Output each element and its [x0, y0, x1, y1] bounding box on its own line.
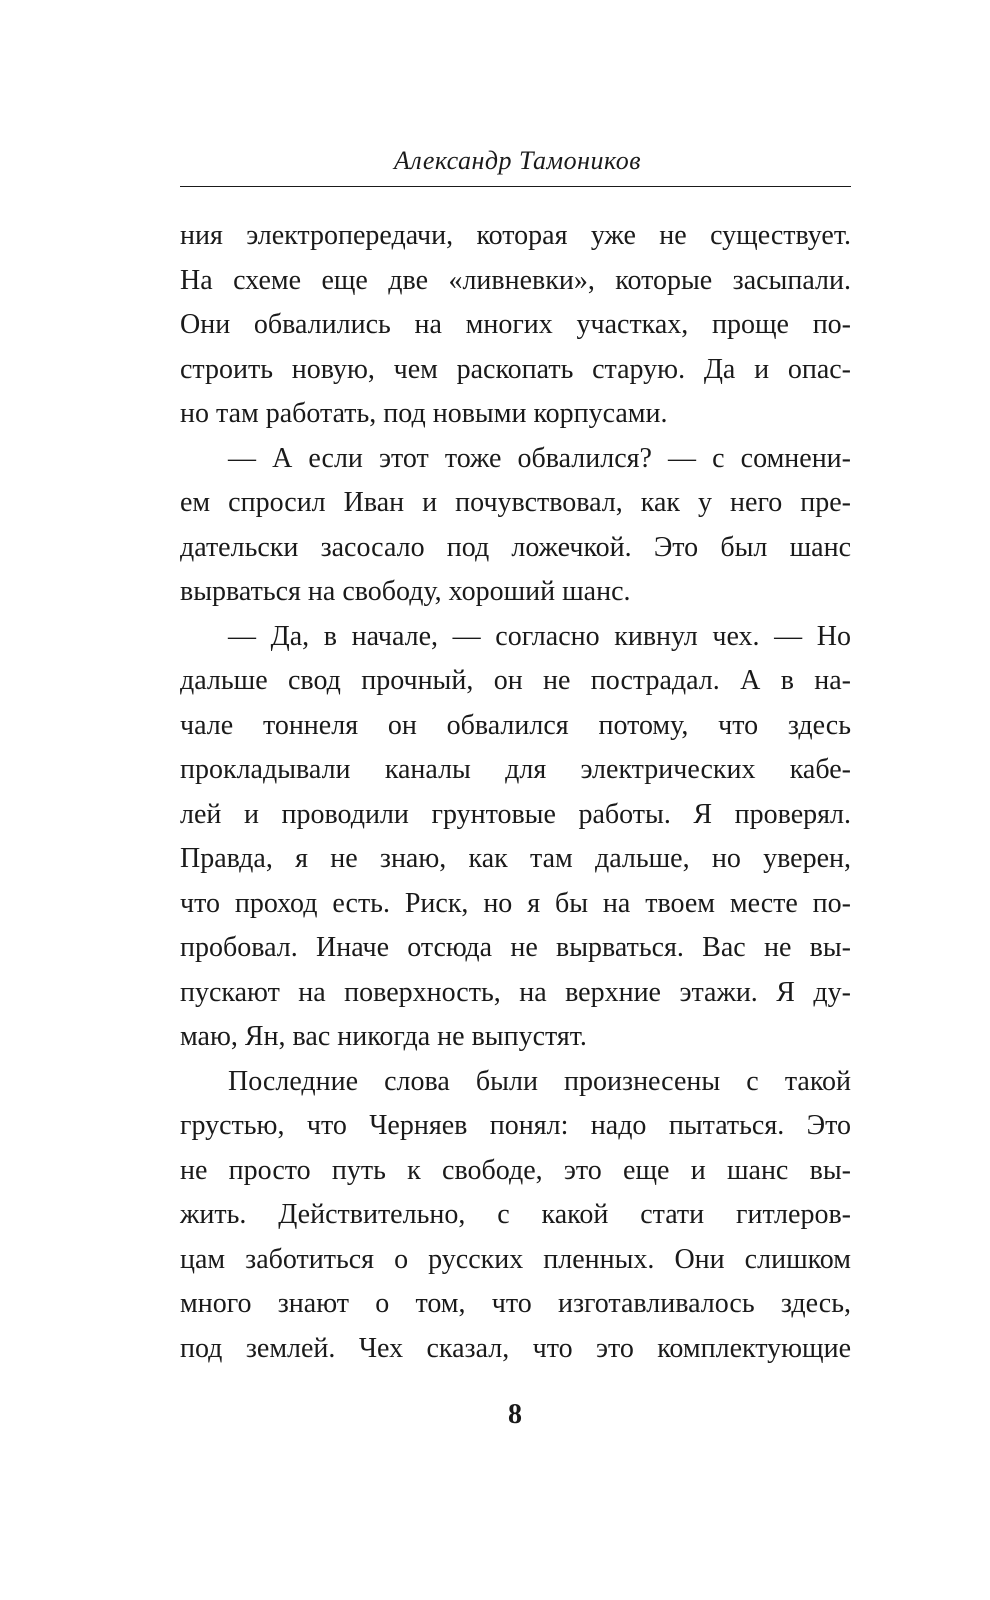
- text-line: Они обвалились на многих участках, проще по-: [180, 309, 851, 340]
- text-line: много знают о том, что изготавливалось здесь,: [180, 1288, 851, 1319]
- header-rule: [180, 186, 851, 187]
- text-line: прокладывали каналы для электрических кабе-: [180, 754, 851, 785]
- text-line: ния электропередачи, которая уже не существует.: [180, 220, 851, 251]
- text-line: чале тоннеля он обвалился потому, что здесь: [180, 709, 851, 741]
- text-line: вырваться на свободу, хороший шанс.: [180, 576, 631, 607]
- text-line: Правда, я не знаю, как там дальше, но уверен,: [180, 843, 851, 874]
- text-line: пробовал. Иначе отсюда не вырваться. Вас не вы-: [180, 932, 851, 963]
- body-text: [180, 214, 851, 1371]
- text-line: цам заботиться о русских пленных. Они слишком: [180, 1243, 851, 1275]
- text-line: ем спросил Иван и почувствовал, как у него пре-: [180, 487, 851, 518]
- text-line: На схеме еще две «ливневки», которые засыпали.: [180, 264, 851, 296]
- text-line: жить. Действительно, с какой стати гитлеров-: [180, 1199, 851, 1230]
- text-line: но там работать, под новыми корпусами.: [180, 398, 668, 429]
- page-number: 8: [508, 1399, 522, 1430]
- text-line: что проход есть. Риск, но я бы на твоем месте по-: [180, 887, 851, 919]
- text-line: строить новую, чем раскопать старую. Да и опас-: [180, 353, 851, 385]
- running-head-author: Александр Тамоников: [394, 146, 641, 175]
- text-line: не просто путь к свободе, это еще и шанс вы-: [180, 1154, 851, 1186]
- text-line: под землей. Чех сказал, что это комплектующие: [180, 1332, 851, 1364]
- text-line: маю, Ян, вас никогда не выпустят.: [180, 1021, 587, 1052]
- text-line: — Да, в начале, — согласно кивнул чех. — Но: [228, 620, 851, 652]
- text-line: — А если этот тоже обвалился? — с сомнени-: [228, 442, 851, 474]
- text-line: дательски засосало под ложечкой. Это был шанс: [180, 531, 851, 563]
- text-line: грустью, что Черняев понял: надо пытаться. Это: [180, 1110, 851, 1141]
- text-line: Последние слова были произнесены с такой: [228, 1065, 851, 1097]
- text-line: лей и проводили грунтовые работы. Я проверял.: [180, 798, 851, 830]
- text-line: пускают на поверхность, на верхние этажи. Я ду-: [180, 976, 851, 1008]
- text-line: дальше свод прочный, он не пострадал. А в на-: [180, 665, 851, 696]
